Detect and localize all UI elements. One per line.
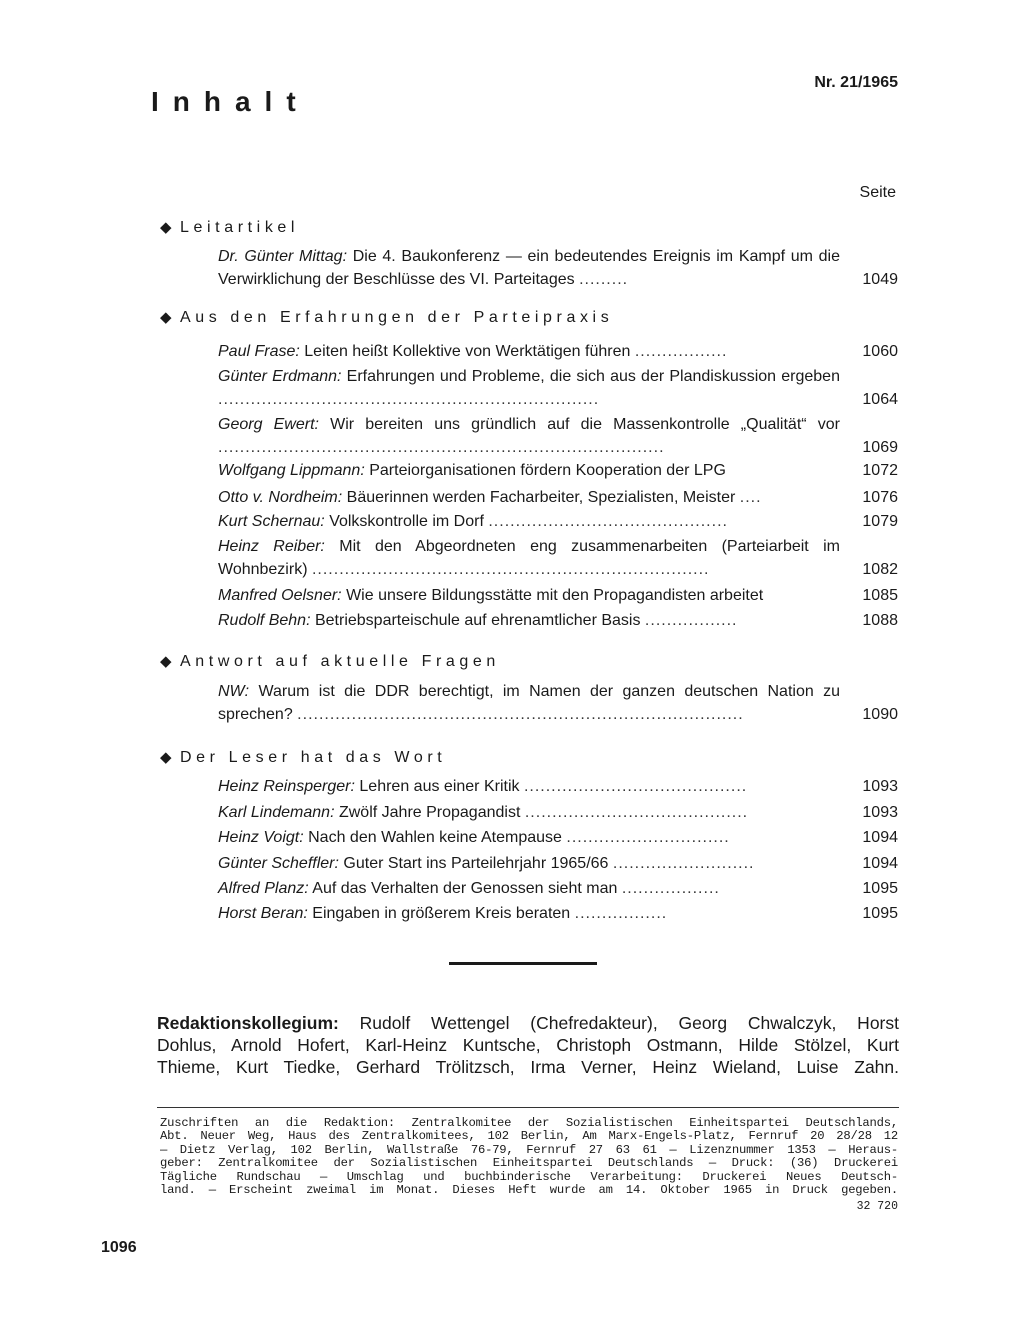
imprint-line: Abt. Neuer Weg, Haus des Zentralkomitees, 102 Berlin, Am Marx-Engels-Platz, Fernruf 20 28/28 12 <box>160 1130 898 1144</box>
section-divider <box>449 962 597 965</box>
entry-title: Wir bereiten uns gründlich auf die Massenkontrolle „Qualität“ vor <box>330 416 840 433</box>
entry-author: Otto v. Nordheim: <box>218 489 343 506</box>
section-heading: ◆ Leitartikel <box>160 219 300 236</box>
issue-number: Nr. 21/1965 <box>814 74 898 91</box>
entry-page: 1076 <box>862 489 898 506</box>
entry-author: Georg Ewert: <box>218 416 319 433</box>
entry-author: Horst Beran: <box>218 905 308 922</box>
entry-title: Nach den Wahlen keine Atempause <box>308 829 562 846</box>
entry-title: Lehren aus einer Kritik <box>359 778 520 795</box>
toc-entry: Paul Frase: Leiten heißt Kollektive von Werktätigen führen ................. 1060 <box>218 340 898 363</box>
toc-entry: Kurt Schernau: Volkskontrolle im Dorf ............................................ 1079 <box>218 510 898 533</box>
entry-title: Wie unsere Bildungsstätte mit den Propagandisten arbeitet <box>346 587 764 604</box>
entry-page: 1093 <box>862 778 898 795</box>
editorial-line: Thieme, Kurt Tiedke, Gerhard Trölitzsch, Irma Verner, Heinz Wieland, Luise Zahn. <box>157 1057 899 1077</box>
section-heading: ◆ Der Leser hat das Wort <box>160 749 447 766</box>
editorial-label: Redaktionskollegium: <box>157 1013 339 1033</box>
entry-page: 1082 <box>862 561 898 578</box>
entry-author: Heinz Reiber: <box>218 538 325 555</box>
entry-title: Eingaben in größerem Kreis beraten <box>312 905 571 922</box>
entry-author: Rudolf Behn: <box>218 612 311 629</box>
entry-title: Die 4. Baukonferenz — ein bedeutendes Ereignis im Kampf um die Verwirklichung der Beschlüsse des VI. Parteitages <box>218 248 840 288</box>
entry-author: Wolfgang Lippmann: <box>218 462 365 479</box>
entry-page: 1049 <box>862 271 898 288</box>
entry-title: Betriebsparteischule auf ehrenamtlicher Basis <box>314 612 641 629</box>
imprint-line: Zuschriften an die Redaktion: Zentralkomitee der Sozialistischen Einheitspartei Deutschlands, <box>160 1117 898 1130</box>
section-heading: ◆ Antwort auf aktuelle Fragen <box>160 653 500 670</box>
page-number: 1096 <box>101 1239 137 1256</box>
toc-entry: Günter Scheffler: Guter Start ins Parteilehrjahr 1965/66 .......................... 1094 <box>218 852 898 875</box>
entry-title: Parteiorganisationen fördern Kooperation der LPG <box>369 462 726 479</box>
editorial-line: Rudolf Wettengel (Chefredakteur), Georg Chwalczyk, Horst <box>359 1013 899 1033</box>
entry-page: 1094 <box>862 855 898 872</box>
editorial-board <box>157 1012 899 1078</box>
entry-title: Auf das Verhalten der Genossen sieht man <box>312 880 618 897</box>
toc-entry: Heinz Voigt: Nach den Wahlen keine Atempause .............................. 1094 <box>218 826 898 849</box>
toc-entry: Heinz Reiber: Mit den Abgeordneten eng zusammenarbeiten (Parteiarbeit im Wohnbezirk) ......................................................................... 1082 <box>218 535 898 581</box>
entry-title: Zwölf Jahre Propagandist <box>338 804 521 821</box>
entry-title: Volkskontrolle im Dorf <box>329 513 484 530</box>
imprint-line: Tägliche Rundschau — Umschlag und buchbinderische Verarbeitung: Druckerei Neues Deutsch- <box>160 1170 898 1184</box>
entry-page: 1088 <box>862 612 898 629</box>
toc-entry: Günter Erdmann: Erfahrungen und Probleme, die sich aus der Plandiskussion ergeben ...................................................................... 1064 <box>218 365 898 411</box>
entry-page: 1095 <box>862 880 898 897</box>
entry-author: NW: <box>218 683 250 700</box>
entry-page: 1094 <box>862 829 898 846</box>
entry-author: Kurt Schernau: <box>218 513 325 530</box>
entry-author: Alfred Planz: <box>218 880 309 897</box>
section-heading: ◆ Aus den Erfahrungen der Parteipraxis <box>160 309 614 326</box>
diamond-bullet-icon: ◆ <box>160 749 172 766</box>
page-title: Inhalt <box>151 86 310 117</box>
toc-entry: Dr. Günter Mittag: Die 4. Baukonferenz — ein bedeutendes Ereignis im Kampf um die Verwirklichung der Beschlüsse des VI. Parteitages ......... 1049 <box>218 245 898 291</box>
imprint <box>160 1117 898 1197</box>
entry-author: Karl Lindemann: <box>218 804 335 821</box>
toc-entry: Karl Lindemann: Zwölf Jahre Propagandist ......................................... 1093 <box>218 801 898 824</box>
entry-page: 1064 <box>862 391 898 408</box>
entry-author: Paul Frase: <box>218 343 300 360</box>
print-code: 32 720 <box>856 1200 898 1213</box>
entry-page: 1079 <box>862 513 898 530</box>
entry-page: 1085 <box>862 587 898 604</box>
entry-title: Mit den Abgeordneten eng zusammenarbeiten (Parteiarbeit im Wohnbezirk) <box>218 538 841 578</box>
entry-author: Heinz Voigt: <box>218 829 304 846</box>
imprint-line: geber: Zentralkomitee der Sozialistischen Einheitspartei Deutschlands — Druck: (36) Druckerei <box>160 1157 898 1171</box>
toc-entry: Heinz Reinsperger: Lehren aus einer Kritik ......................................... 1093 <box>218 775 898 798</box>
diamond-bullet-icon: ◆ <box>160 309 172 326</box>
page-column-label: Seite <box>859 184 896 201</box>
entry-page: 1069 <box>862 439 898 456</box>
entry-title: Guter Start ins Parteilehrjahr 1965/66 <box>343 855 609 872</box>
entry-title: Erfahrungen und Probleme, die sich aus der Plandiskussion ergeben <box>346 368 840 385</box>
entry-page: 1095 <box>862 905 898 922</box>
entry-author: Günter Erdmann: <box>218 368 342 385</box>
diamond-bullet-icon: ◆ <box>160 653 172 670</box>
entry-author: Heinz Reinsperger: <box>218 778 355 795</box>
entry-page: 1093 <box>862 804 898 821</box>
editorial-line: Dohlus, Arnold Hofert, Karl-Heinz Kuntsche, Christoph Ostmann, Hilde Stölzel, Kurt <box>157 1035 899 1055</box>
diamond-bullet-icon: ◆ <box>160 219 172 236</box>
imprint-divider <box>157 1107 899 1108</box>
toc-entry: Georg Ewert: Wir bereiten uns gründlich auf die Massenkontrolle „Qualität“ vor .................................................................................. 1069 <box>218 413 898 459</box>
imprint-line: — Dietz Verlag, 102 Berlin, Wallstraße 76-79, Fernruf 27 63 61 — Lizenznummer 1353 — Heraus- <box>160 1143 898 1157</box>
entry-page: 1090 <box>862 706 898 723</box>
entry-page: 1060 <box>862 343 898 360</box>
entry-title: Bäuerinnen werden Facharbeiter, Spezialisten, Meister <box>346 489 736 506</box>
entry-author: Günter Scheffler: <box>218 855 339 872</box>
entry-author: Manfred Oelsner: <box>218 587 342 604</box>
toc-entry <box>218 584 898 607</box>
toc-entry: Rudolf Behn: Betriebsparteischule auf ehrenamtlicher Basis ................. 1088 <box>218 609 898 632</box>
entry-title: Warum ist die DDR berechtigt, im Namen der ganzen deutschen Nation zu sprechen? <box>218 683 840 723</box>
toc-entry: Alfred Planz: Auf das Verhalten der Genossen sieht man .................. 1095 <box>218 877 898 900</box>
entry-page: 1072 <box>862 462 898 479</box>
toc-entry: Horst Beran: Eingaben in größerem Kreis beraten ................. 1095 <box>218 902 898 925</box>
entry-title: Leiten heißt Kollektive von Werktätigen führen <box>304 343 631 360</box>
toc-entry: Otto v. Nordheim: Bäuerinnen werden Facharbeiter, Spezialisten, Meister .... 1076 <box>218 486 898 509</box>
toc-entry <box>218 459 898 482</box>
imprint-line: land. — Erscheint zweimal im Monat. Dieses Heft wurde am 14. Oktober 1965 in Druck gegeben. <box>160 1184 898 1198</box>
entry-author: Dr. Günter Mittag: <box>218 248 348 265</box>
toc-entry: NW: Warum ist die DDR berechtigt, im Namen der ganzen deutschen Nation zu sprechen? .................................................................................. 1090 <box>218 680 898 726</box>
